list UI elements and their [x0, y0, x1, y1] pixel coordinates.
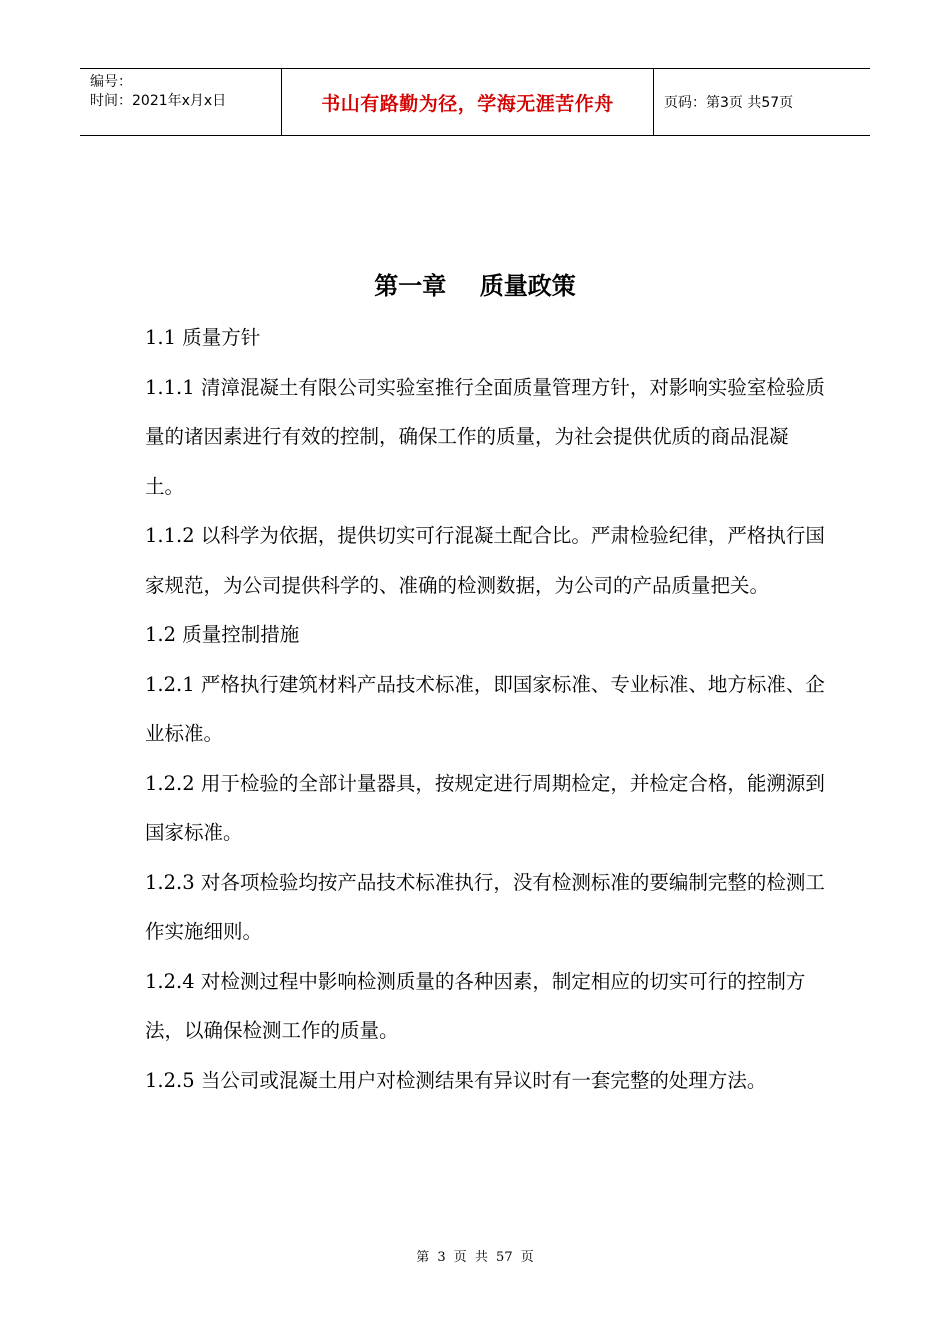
paragraph: 1.1.1 清漳混凝土有限公司实验室推行全面质量管理方针，对影响实验室检验质量的诸因素进行有效的控制，确保工作的质量，为社会提供优质的商品混凝土。: [145, 375, 825, 498]
section-heading: 1.1 质量方针: [145, 326, 261, 349]
header-meta-cell: [80, 69, 282, 135]
paragraph: 1.2.1 严格执行建筑材料产品技术标准，即国家标准、专业标准、地方标准、企业标准。: [145, 672, 825, 745]
document-header: [80, 68, 870, 136]
header-page-number: 页码：第3页 共57页: [664, 95, 794, 111]
page-footer: 第 3 页 共 57 页: [416, 1250, 534, 1265]
header-number: 编号：: [90, 74, 132, 90]
header-date: 时间：2021年x月x日: [90, 93, 227, 109]
header-page-cell: [654, 69, 870, 135]
document-body: [145, 313, 825, 1105]
section-heading: 1.2 质量控制措施: [145, 623, 300, 646]
header-motto-cell: [282, 69, 654, 135]
paragraph: 1.2.3 对各项检验均按产品技术标准执行，没有检测标准的要编制完整的检测工作实施细则。: [145, 870, 825, 943]
header-motto: 书山有路勤为径，学海无涯苦作舟: [321, 92, 614, 115]
paragraph: 1.2.2 用于检验的全部计量器具，按规定进行周期检定，并检定合格，能溯源到国家标准。: [145, 771, 825, 844]
paragraph: 1.1.2 以科学为依据，提供切实可行混凝土配合比。严肃检验纪律，严格执行国家规范，为公司提供科学的、准确的检测数据，为公司的产品质量把关。: [145, 524, 825, 597]
paragraph: 1.2.5 当公司或混凝土用户对检测结果有异议时有一套完整的处理方法。: [145, 1068, 767, 1092]
chapter-title: 第一章 质量政策: [374, 272, 576, 300]
paragraph: 1.2.4 对检测过程中影响检测质量的各种因素，制定相应的切实可行的控制方法，以确保检测工作的质量。: [145, 969, 806, 1042]
